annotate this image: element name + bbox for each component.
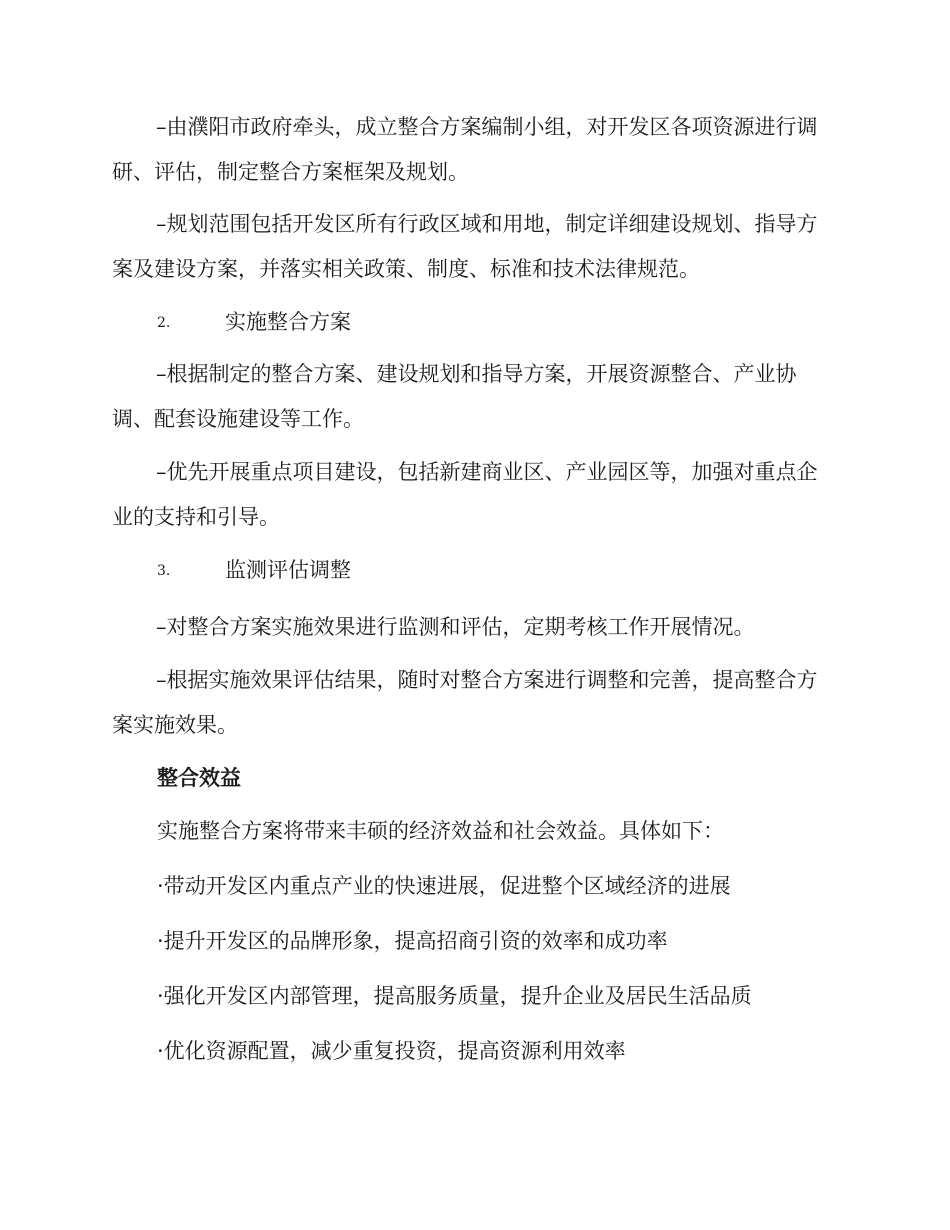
item-number: 3. xyxy=(157,563,171,579)
paragraph-planning-scope: –规划范围包括开发区所有行政区域和用地，制定详细建设规划、指导方案及建设方案，并落实相关政策、制度、标准和技术法律规范。 xyxy=(112,212,818,281)
item-title: 监测评估调整 xyxy=(225,558,351,582)
item-title: 实施整合方案 xyxy=(225,310,351,334)
paragraph-resource-survey: –由濮阳市政府牵头，成立整合方案编制小组，对开发区各项资源进行调研、评估，制定整合方案框架及规划。 xyxy=(112,115,818,184)
bullet-item: ·强化开发区内部管理，提高服务质量，提升企业及居民生活品质 xyxy=(157,984,752,1008)
item-number: 2. xyxy=(157,315,171,331)
numbered-item-3 xyxy=(157,556,351,585)
bullet-item: ·优化资源配置，减少重复投资，提高资源利用效率 xyxy=(157,1039,626,1063)
bullet-item: ·带动开发区内重点产业的快速进展，促进整个区域经济的进展 xyxy=(157,874,731,898)
intro-text: 实施整合方案将带来丰硕的经济效益和社会效益。具体如下： xyxy=(157,819,724,843)
paragraph-key-projects: –优先开展重点项目建设，包括新建商业区、产业园区等，加强对重点企业的支持和引导。 xyxy=(112,460,818,529)
paragraph-adjustment: –根据实施效果评估结果，随时对整合方案进行调整和完善，提高整合方案实施效果。 xyxy=(112,668,818,737)
paragraph-resource-integration: –根据制定的整合方案、建设规划和指导方案，开展资源整合、产业协调、配套设施建设等工作。 xyxy=(112,362,797,431)
section-heading: 整合效益 xyxy=(157,766,241,790)
paragraph-monitoring: –对整合方案实施效果进行监测和评估，定期考核工作开展情况。 xyxy=(156,615,755,639)
numbered-item-2 xyxy=(157,308,351,337)
bullet-item: ·提升开发区的品牌形象，提高招商引资的效率和成功率 xyxy=(157,929,668,953)
